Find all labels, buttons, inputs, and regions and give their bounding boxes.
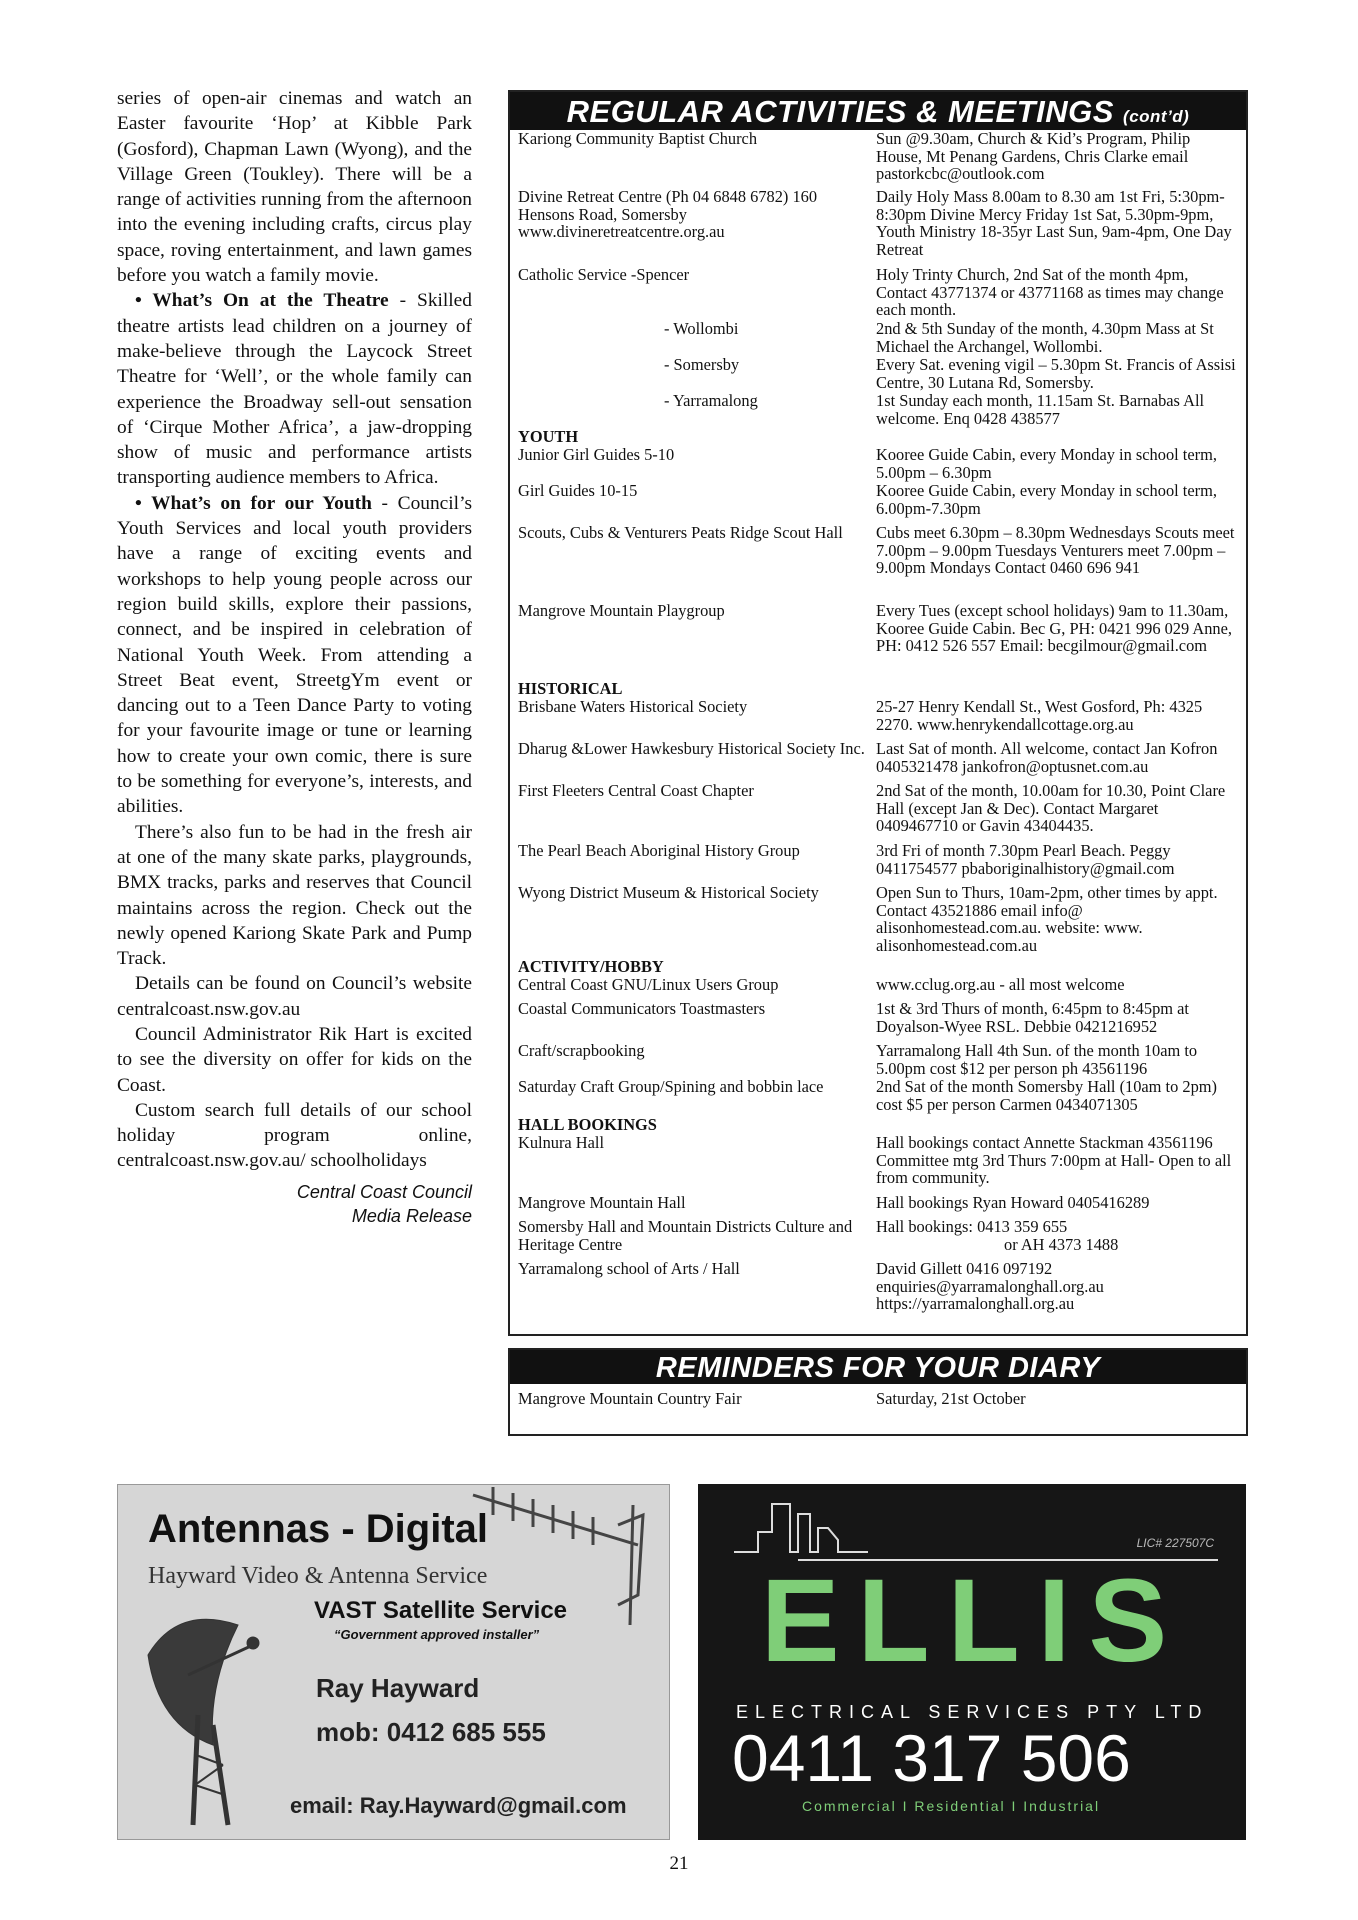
activity-row: Wyong District Museum & Historical Society Open Sun to Thurs, 10am-2pm, other times by appt. Contact 43521886 email info@ alisonhomestead.com.au. website: www. alisonhomestead.com.au xyxy=(518,883,1218,955)
activity-row: Brisbane Waters Historical Society 25-27 Henry Kendall St., West Gosford, Ph: 4325 2270. www.henrykendallcottage.org.au xyxy=(518,697,1203,734)
subhead-youth: • What’s on for our Youth xyxy=(135,492,372,514)
article-para: series of open-air cinemas and watch an Easter favourite ‘Hop’ at Kibble Park (Gosford), Chapman Lawn (Wyong), and the Village Green (Toukley). There will be a range of activities running from the afternoon into the evening including crafts, circus play space, roving entertainment, and lawn games before you watch a family movie. xyxy=(117,88,472,287)
ad-name: Ray Hayward xyxy=(316,1673,480,1703)
reminders-title: REMINDERS FOR YOUR DIARY xyxy=(510,1350,1246,1384)
ad-email: email: Ray.Hayward@gmail.com xyxy=(290,1793,627,1818)
ellis-services: Commercial I Residential I Industrial xyxy=(802,1798,1101,1814)
activity-row: - Wollombi 2nd & 5th Sunday of the month, 4.30pm Mass at St Michael the Archangel, Wollombi. xyxy=(664,319,1214,356)
activity-row: Kariong Community Baptist Church Sun @9.30am, Church & Kid’s Program, Philip House, Mt Penang Gardens, Chris Clarke email pastorkcbc@outlook.com xyxy=(518,129,1191,184)
activities-list xyxy=(510,130,1246,1314)
ad-vast: VAST Satellite Service xyxy=(314,1597,568,1624)
ellis-licence: LIC# 227507C xyxy=(1136,1536,1214,1550)
article-para: Details can be found on Council’s website centralcoast.nsw.gov.au xyxy=(117,973,472,1020)
ellis-logo: ELLIS xyxy=(760,1555,1186,1687)
ad-mob: mob: 0412 685 555 xyxy=(316,1717,546,1747)
article-para: • What’s On at the Theatre - Skilled theatre artists lead children on a journey of make-believe through the Laycock Street Theatre for ‘Well’, or the whole family can experience the Broadway sell-out sensation of ‘Cirque Mother Africa’, a jaw-dropping show of music and performance artists transporting audience members to Africa. xyxy=(117,290,472,489)
subhead-theatre: • What’s On at the Theatre xyxy=(135,290,389,312)
activity-row: Kulnura Hall Hall bookings contact Annette Stackman 43561196 Committee mtg 3rd Thurs 7:00pm at Hall- Open to all from community. xyxy=(518,1133,1232,1188)
activities-box xyxy=(508,90,1248,1336)
section-hall: HALL BOOKINGS xyxy=(518,1115,657,1134)
ad-antennas-subtitle: Hayward Video & Antenna Service xyxy=(148,1563,488,1589)
activity-row: Craft/scrapbooking Yarramalong Hall 4th Sun. of the month 10am to 5.00pm cost $12 per person ph 43561196 xyxy=(518,1041,1198,1078)
activity-row: Divine Retreat Centre (Ph 04 6848 6782) 160 Hensons Road, Somersby www.divineretreatcentre.org.au Daily Holy Mass 8.00am to 8.30 am 1st Fri, 5:30pm-8:30pm Divine Mercy Friday 1st Sat, 5.30pm-9pm, Youth Ministry 18-35yr Last Sun, 9am-4pm, One Day Retreat xyxy=(518,187,1232,259)
activity-row: Mangrove Mountain Playgroup Every Tues (except school holidays) 9am to 11.30am, Kooree Guide Cabin. Bec G, PH: 0421 996 029 Anne, PH: 0412 526 557 Email: becgilmour@gmail.com xyxy=(518,601,1232,656)
building-skyline-icon xyxy=(698,1484,1246,1564)
activity-row: Mangrove Mountain Hall Hall bookings Ryan Howard 0405416289 xyxy=(518,1193,1150,1212)
activity-row: Catholic Service -Spencer Holy Trinty Church, 2nd Sat of the month 4pm, Contact 43771374 or 43771168 as times may change each month. xyxy=(518,265,1224,320)
ellis-phone: 0411 317 506 xyxy=(732,1721,1131,1795)
activity-row: - Somersby Every Sat. evening vigil – 5.30pm St. Francis of Assisi Centre, 30 Lutana Rd, Somersby. xyxy=(664,355,1236,392)
section-youth: YOUTH xyxy=(518,427,579,446)
activity-row: Scouts, Cubs & Venturers Peats Ridge Scout Hall Cubs meet 6.30pm – 8.30pm Wednesdays Scouts meet 7.00pm – 9.00pm Tuesdays Venturers meet 7.00pm – 9.00pm Mondays Contact 0460 696 941 xyxy=(518,523,1235,578)
activity-row: Yarramalong school of Arts / Hall David Gillett 0416 097192 enquiries@yarramalonghall.org.au https://yarramalonghall.org.au xyxy=(518,1259,1104,1314)
activity-row: - Yarramalong 1st Sunday each month, 11.15am St. Barnabas All welcome. Enq 0428 438577 xyxy=(664,391,1205,428)
activity-row: Saturday Craft Group/Spining and bobbin lace 2nd Sat of the month Somersby Hall (10am to 2pm) cost $5 per person Carmen 0434071305 xyxy=(518,1077,1217,1114)
activity-row: Somersby Hall and Mountain Districts Culture and Heritage Centre Hall bookings: 0413 359 655 or AH 4373 1488 xyxy=(518,1217,1119,1254)
activity-row: Central Coast GNU/Linux Users Group www.cclug.org.au - all most welcome xyxy=(518,975,1125,994)
section-activity: ACTIVITY/HOBBY xyxy=(518,957,664,976)
ad-ellis xyxy=(698,1484,1246,1840)
section-historical: HISTORICAL xyxy=(518,679,623,698)
reminder-row: Mangrove Mountain Country Fair Saturday, 21st October xyxy=(518,1389,1026,1408)
activity-row: Junior Girl Guides 5-10 Kooree Guide Cabin, every Monday in school term, 5.00pm – 6.30pm xyxy=(518,445,1217,482)
activities-title: REGULAR ACTIVITIES & MEETINGS (cont’d) xyxy=(510,92,1246,130)
activity-row: Dharug &Lower Hawkesbury Historical Society Inc. Last Sat of month. All welcome, contact Jan Kofron 0405321478 jankofron@optusnet.com.au xyxy=(518,739,1218,776)
article-credit: Central Coast Council Media Release xyxy=(296,1181,472,1226)
ad-antennas xyxy=(117,1484,670,1840)
page-number: 21 xyxy=(669,1853,689,1874)
activity-row: Coastal Communicators Toastmasters 1st & 3rd Thurs of month, 6:45pm to 8:45pm at Doyalson-Wyee RSL. Debbie 0421216952 xyxy=(518,999,1189,1036)
article-para: • What’s on for our Youth - Council’s Youth Services and local youth providers have a range of exciting events and workshops to help young people across our region build skills, explore their passions, connect, and be inspired in celebration of National Youth Week. From attending a Street Beat event, StreetgYm event or dancing out to a Teen Dance Party to voting for your favourite image or tune or learning how to create your own comic, there is sure to be something for everyone’s, interests, and abilities. xyxy=(117,492,472,818)
reminders-box xyxy=(508,1348,1248,1436)
ad-antennas-title: Antennas - Digital xyxy=(148,1507,489,1551)
article-column xyxy=(117,86,472,1228)
article-para: Custom search full details of our school holiday program online, centralcoast.nsw.gov.au/ schoolholidays xyxy=(117,1099,472,1172)
activity-row: Girl Guides 10-15 Kooree Guide Cabin, every Monday in school term, 6.00pm-7.30pm xyxy=(518,481,1217,518)
activity-row: First Fleeters Central Coast Chapter 2nd Sat of the month, 10.00am for 10.30, Point Clare Hall (except Jan & Dec). Contact Margaret 0409467710 or Gavin 43404435. xyxy=(518,781,1226,836)
satellite-dish-icon xyxy=(148,1619,259,1825)
ellis-tagline: ELECTRICAL SERVICES PTY LTD xyxy=(736,1702,1209,1722)
article-para: Council Administrator Rik Hart is excited to see the diversity on offer for kids on the Coast. xyxy=(117,1023,472,1096)
ad-approved: “Government approved installer” xyxy=(334,1627,540,1642)
activity-row: The Pearl Beach Aboriginal History Group 3rd Fri of month 7.30pm Pearl Beach. Peggy 0411754577 pbaboriginalhistory@gmail.com xyxy=(518,841,1175,878)
article-para: There’s also fun to be had in the fresh air at one of the many skate parks, playgrounds, BMX tracks, parks and reserves that Council maintains across the region. Check out the newly opened Kariong Skate Park and Pump Track. xyxy=(117,821,472,970)
